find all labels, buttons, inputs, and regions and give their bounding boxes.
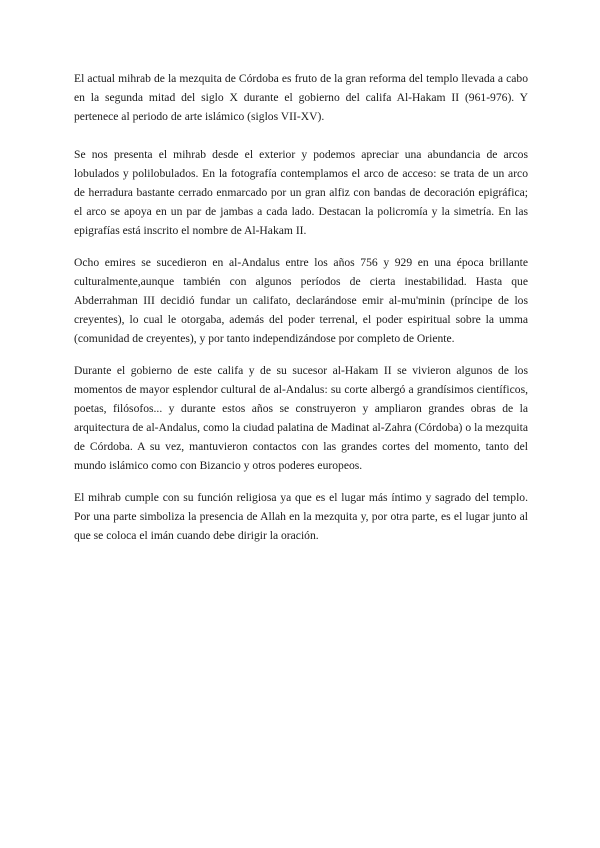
paragraph-text: Ocho emires se sucedieron en al-Andalus entre los años 756 y 929 en una época brillante culturalmente,aunque también con algunos períodos de cierta inestabilidad. Hasta que Abderrahman III decidió fundar un califato, declarándose emir al-mu'minin (príncipe de los creyentes), lo cual le otorgaba, además del poder terrenal, el poder espiritual sobre la umma (comunidad de creyentes), y por tanto independizándose por completo de Oriente.	[74, 256, 528, 345]
paragraph-text: Se nos presenta el mihrab desde el exterior y podemos apreciar una abundancia de arcos lobulados y polilobulados. En la fotografía contemplamos el arco de acceso: se trata de un arco de herradura bastante cerrado enmarcado por un gran alfiz con bandas de decoración epigráfica; el arco se apoya en un par de jambas a cada lado. Destacan la policromía y la simetría. En las epigrafías está inscrito el nombre de Al-Hakam II.	[74, 148, 528, 237]
paragraph-text: El mihrab cumple con su función religiosa ya que es el lugar más íntimo y sagrado del templo. Por una parte simboliza la presencia de Allah en la mezquita y, por otra parte, es el lugar junto al que se coloca el imán cuando debe dirigir la oración.	[74, 491, 528, 542]
paragraph-emirs-history	[74, 253, 528, 348]
paragraph-text: El actual mihrab de la mezquita de Córdoba es fruto de la gran reforma del templo llevada a cabo en la segunda mitad del siglo X durante el gobierno del califa Al-Hakam II (961-976). Y pertenece al periodo de arte islámico (siglos VII-XV).	[74, 72, 528, 123]
paragraph-mihrab-intro	[74, 69, 528, 126]
paragraph-caliphate-splendor	[74, 361, 528, 475]
paragraph-mihrab-function	[74, 488, 528, 545]
paragraph-mihrab-description	[74, 145, 528, 240]
paragraph-text: Durante el gobierno de este califa y de su sucesor al-Hakam II se vivieron algunos de los momentos de mayor esplendor cultural de al-Andalus: su corte albergó a grandísimos científicos, poetas, filósofos... y durante estos años se construyeron y ampliaron grandes obras de la arquitectura de al-Andalus, como la ciudad palatina de Madinat al-Zahra (Córdoba) o la mezquita de Córdoba. A su vez, mantuvieron contactos con las grandes cortes del momento, tanto del mundo islámico como con Bizancio y otros poderes europeos.	[74, 364, 528, 472]
